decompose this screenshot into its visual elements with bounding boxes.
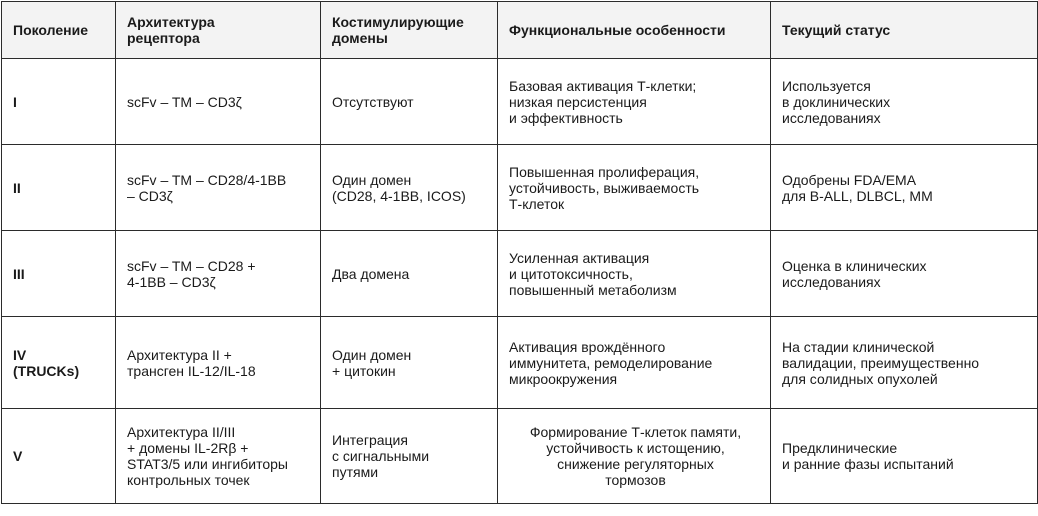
header-features: Функциональные особенности — [498, 2, 771, 59]
header-domains: Костимулирующие домены — [321, 2, 498, 59]
cell-generation: III — [2, 231, 116, 317]
cell-features: Повышенная пролиферация, устойчивость, выживаемость Т-клеток — [498, 145, 771, 231]
header-generation: Поколение — [2, 2, 116, 59]
table-row — [2, 59, 1038, 145]
cell-architecture: Архитектура II/III + домены IL-2Rβ + STAT3/5 или ингибиторы контрольных точек — [116, 409, 321, 504]
cell-architecture: Архитектура II + трансген IL-12/IL-18 — [116, 317, 321, 409]
table-row — [2, 317, 1038, 409]
cell-domains: Один домен + цитокин — [321, 317, 498, 409]
cell-domains: Отсутствуют — [321, 59, 498, 145]
cell-domains: Интеграция с сигнальными путями — [321, 409, 498, 504]
cell-features: Активация врождённого иммунитета, ремоделирование микроокружения — [498, 317, 771, 409]
header-architecture: Архитектура рецептора — [116, 2, 321, 59]
cell-status: Используется в доклинических исследованиях — [771, 59, 1038, 145]
cell-features: Усиленная активация и цитотоксичность, повышенный метаболизм — [498, 231, 771, 317]
cell-architecture: scFv – TM – CD28 + 4-1BB – CD3ζ — [116, 231, 321, 317]
header-status: Текущий статус — [771, 2, 1038, 59]
cell-generation: V — [2, 409, 116, 504]
cell-status: Одобрены FDA/EMA для B-ALL, DLBCL, MM — [771, 145, 1038, 231]
cell-generation: I — [2, 59, 116, 145]
cell-status: На стадии клинической валидации, преимущественно для солидных опухолей — [771, 317, 1038, 409]
table-row — [2, 409, 1038, 504]
cell-status: Предклинические и ранние фазы испытаний — [771, 409, 1038, 504]
cell-architecture: scFv – TM – CD3ζ — [116, 59, 321, 145]
car-t-generations-table — [1, 1, 1038, 504]
cell-domains: Один домен (CD28, 4-1BB, ICOS) — [321, 145, 498, 231]
cell-generation: II — [2, 145, 116, 231]
cell-status: Оценка в клинических исследованиях — [771, 231, 1038, 317]
cell-features: Формирование Т-клеток памяти, устойчивость к истощению, снижение регуляторных тормозов — [498, 409, 771, 504]
cell-domains: Два домена — [321, 231, 498, 317]
cell-generation: IV (TRUCKs) — [2, 317, 116, 409]
cell-architecture: scFv – TM – CD28/4-1BB – CD3ζ — [116, 145, 321, 231]
cell-features: Базовая активация Т-клетки; низкая персистенция и эффективность — [498, 59, 771, 145]
table-row — [2, 145, 1038, 231]
header-row — [2, 2, 1038, 59]
table-row — [2, 231, 1038, 317]
